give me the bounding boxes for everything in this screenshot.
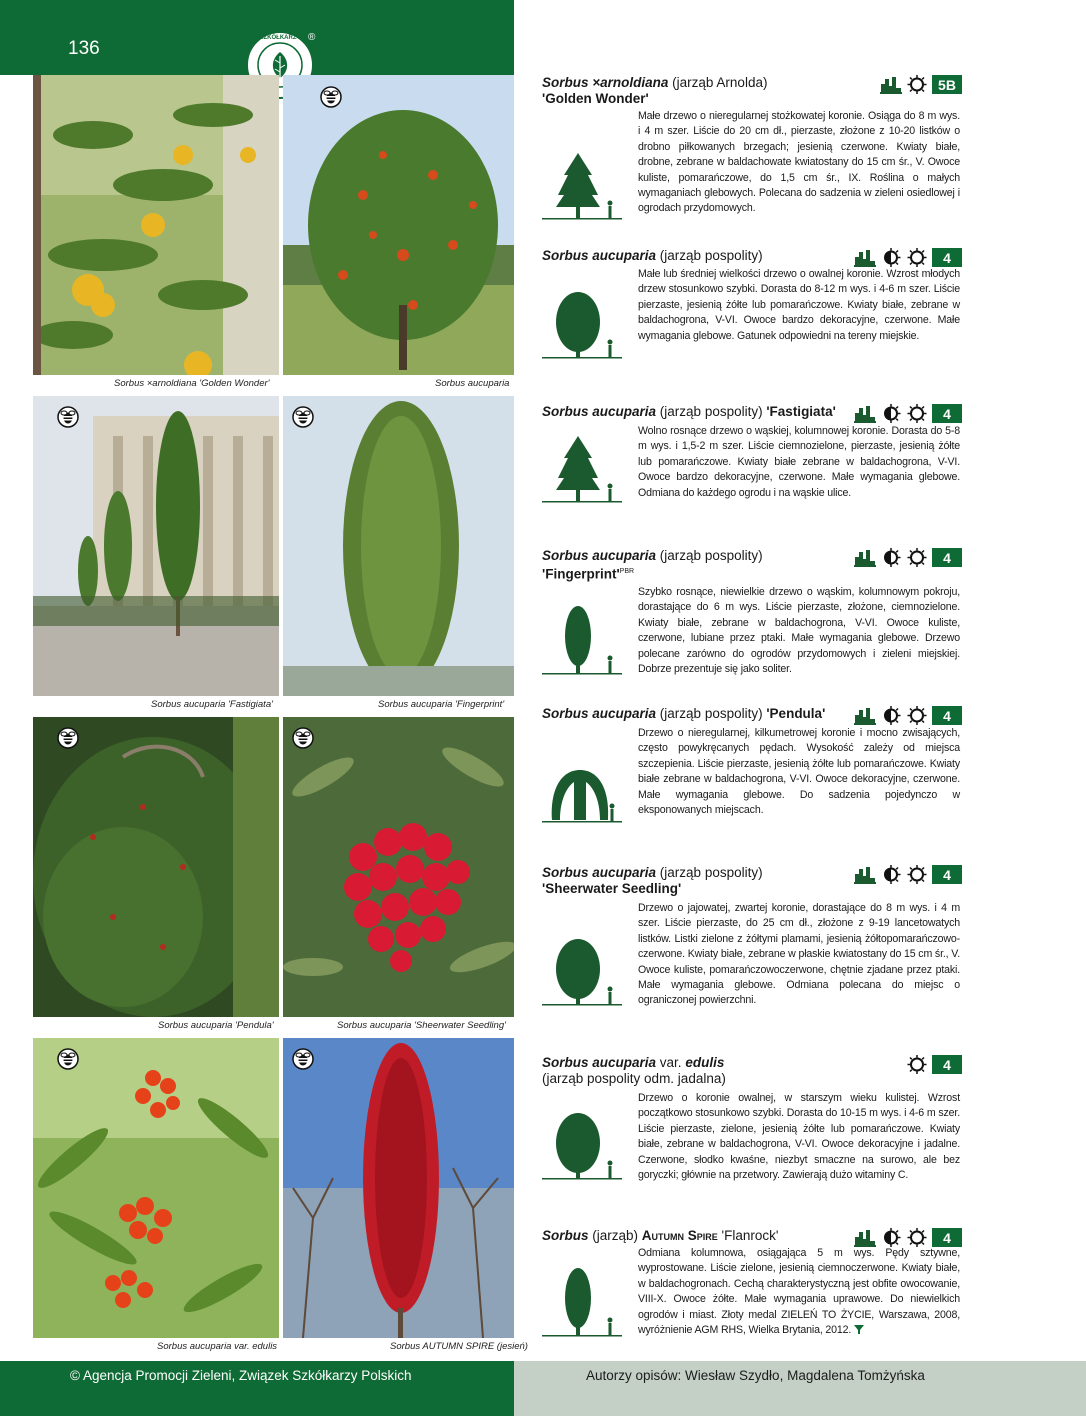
badge-group	[854, 548, 962, 567]
half-shade-icon	[880, 404, 902, 423]
city-icon	[854, 548, 876, 567]
caption-fingerprint: Sorbus aucuparia 'Fingerprint'	[378, 699, 505, 710]
badge-group	[854, 404, 962, 423]
half-shade-icon	[880, 1228, 902, 1247]
photo-autumn-spire	[283, 1038, 514, 1338]
species-name: Sorbus aucuparia	[542, 548, 657, 563]
sun-icon	[906, 1055, 928, 1074]
common-name: (jarząb pospolity)	[656, 548, 763, 563]
entry-fastigiata	[542, 404, 962, 514]
entry-description: Drzewo o nieregularnej, kilkumetrowej koronie i mocno zwisających, często powykręcanych pędach. Wysokość zależy od miejsca szczepienia. Liście pierzaste, jesienią żółte lub pomarańczowe. Kwiaty białe zebrane w baldachogrona, V-VI. Owoce dekoracyjne, czerwone. Małe wymagania glebowe. Do sadzenia pojedynczo w eksponowanych miejscach.	[638, 727, 960, 817]
entry-description	[638, 1246, 960, 1338]
entry-description-text: Odmiana kolumnowa, osiągająca 5 m wys. Pędy sztywne, wyprostowane. Liście zielone, jesienią ciemnoczerwone. Kwiaty białe, w baldachogronach. Cechą charakterystyczną jest obfite owocowanie, VIII-X. Owoce żółte. Małe wymagania uprawowe. Do niewielkich ogrodów i miast. Złoty medal ZIELEŃ TO ŻYCIE, Warszawa, 2008, wyróżnienie AGM RHS, Wielka Brytania, 2012.	[638, 1247, 960, 1337]
entry-edulis	[542, 1055, 962, 1195]
common-name: (jarząb pospolity)	[656, 248, 763, 263]
half-shade-icon	[880, 865, 902, 884]
photo-aucuparia	[283, 75, 514, 375]
hardiness-zone-badge: 4	[932, 404, 962, 423]
sun-icon	[906, 548, 928, 567]
entry-autumn-spire	[542, 1228, 962, 1358]
photo-pendula	[33, 717, 279, 1017]
species-name: Sorbus aucuparia	[542, 404, 657, 419]
city-icon	[854, 865, 876, 884]
photo-fingerprint	[283, 396, 514, 696]
variety-name: edulis	[685, 1055, 725, 1070]
badge-group	[854, 865, 962, 884]
entry-fingerprint	[542, 548, 962, 688]
common-name: (jarząb)	[588, 1228, 642, 1243]
common-name: (jarząb pospolity)	[656, 706, 767, 721]
tree-silhouette-icon	[542, 1262, 622, 1338]
species-name: Sorbus aucuparia	[542, 865, 657, 880]
badge-group	[854, 706, 962, 725]
footer-copyright: © Agencja Promocji Zieleni, Związek Szkółkarzy Polskich	[70, 1368, 412, 1383]
common-name: (jarząb pospolity)	[656, 404, 767, 419]
species-name: Sorbus aucuparia	[542, 706, 657, 721]
caption-sheerwater: Sorbus aucuparia 'Sheerwater Seedling'	[337, 1020, 506, 1031]
entry-description: Małe lub średniej wielkości drzewo o owalnej koronie. Wzrost młodych drzew stosunkowo szybki. Dorasta do 8-12 m wys. i 4-6 m szer. Liście pierzaste, jesienią żółte lub pomarańczowe. Kwiaty białe, zebrane w baldachogrona, V-VI. Owoce bardzo dekoracyjne, czerwone. Małe wymagania glebowe. Gatunek odpowiedni na tereny miejskie.	[638, 268, 960, 342]
entry-description: Drzewo o jajowatej, zwartej koronie, dorastające do 8 m wys. i 4 m szer. Liście pierzaste, do 25 cm dł., złożone z 9-19 lancetowatych listków. Listki zielone z żółtymi plamami, jesienią żółtopomarańczowo-czerwone. Kwiaty białe, zebrane w płaskie kwiatostany do 15 cm śr., V. Owoce kuliste, pomarańczowoczerwone, chętnie zjadane przez ptaki. Małe wymagania glebowe. Odmiana polecana do miejsc o ograniczonej powierzchni.	[638, 902, 960, 1007]
entry-title	[542, 1055, 962, 1087]
cultivar-name: 'Golden Wonder'	[542, 91, 649, 106]
city-icon	[880, 75, 902, 94]
entry-description: Drzewo o koronie owalnej, w starszym wieku kulistej. Wzrost początkowo stosunkowo szybki. Dorasta do 10-15 m wys. i 4-6 m szer. Liście pierzaste, zielone, jesienią żółte lub pomarańczowe. Kwiaty białe, zebrane w baldachogrona, V-VI. Owoce dekoracyjne i jadalne. Czerwone, słodko kwaśne, niezbyt smaczne na surowo, ale bez goryczki; głównie na przetwory. Zawierają dużo witaminy C.	[638, 1092, 960, 1182]
species-name: Sorbus aucuparia	[542, 1055, 657, 1070]
bee-icon-3	[57, 406, 79, 428]
footer-authors-bar	[514, 1361, 1086, 1416]
city-icon	[854, 404, 876, 423]
common-name: (jarząb Arnolda)	[668, 75, 768, 90]
page-number: 136	[68, 38, 100, 59]
pbr-mark: PBR	[619, 568, 635, 575]
hardiness-zone-badge: 4	[932, 706, 962, 725]
bee-icon-7	[57, 1048, 79, 1070]
entry-aucuparia	[542, 248, 962, 378]
half-shade-icon	[880, 706, 902, 725]
sun-icon	[906, 404, 928, 423]
sun-icon	[906, 75, 928, 94]
badge-group	[880, 75, 962, 94]
trade-name: Autumn Spire	[641, 1228, 718, 1243]
bee-icon-2	[320, 86, 342, 108]
common-name: var.	[656, 1055, 686, 1070]
common-name: (jarząb pospolity)	[656, 865, 763, 880]
city-icon	[854, 248, 876, 267]
species-name: Sorbus aucuparia	[542, 248, 657, 263]
caption-pendula: Sorbus aucuparia 'Pendula'	[158, 1020, 274, 1031]
cultivar-name: 'Flanrock'	[717, 1228, 779, 1243]
caption-autumn-spire: Sorbus AUTUMN SPIRE (jesień)	[390, 1341, 528, 1352]
registered-mark: ®	[308, 32, 316, 43]
city-icon	[854, 1228, 876, 1247]
cultivar-name: 'Sheerwater Seedling'	[542, 881, 682, 896]
bee-icon-8	[292, 1048, 314, 1070]
bee-icon-4	[292, 406, 314, 428]
bee-icon-5	[57, 727, 79, 749]
tree-silhouette-icon	[542, 931, 622, 1007]
photo-fastigiata	[33, 396, 279, 696]
svg-text:SZKÓŁKARZY: SZKÓŁKARZY	[259, 35, 301, 41]
entry-golden-wonder	[542, 75, 962, 225]
city-icon	[854, 706, 876, 725]
tree-silhouette-icon	[542, 145, 622, 221]
entry-sheerwater	[542, 865, 962, 1015]
badge-group	[854, 248, 962, 267]
cultivar-name: 'Fingerprint'	[542, 566, 620, 582]
caption-edulis: Sorbus aucuparia var. edulis	[157, 1341, 278, 1352]
common-name-line: (jarząb pospolity odm. jadalna)	[542, 1071, 726, 1086]
photo-sheerwater	[283, 717, 514, 1017]
hardiness-zone-badge: 4	[932, 548, 962, 567]
hardiness-zone-badge: 5B	[932, 75, 962, 94]
award-medal-icon	[854, 1325, 864, 1335]
sun-icon	[906, 706, 928, 725]
hardiness-zone-badge: 4	[932, 248, 962, 267]
entry-description: Szybko rosnące, niewielkie drzewo o wąskim, kolumnowym pokroju, dorastające do 6 m wys. Liście pierzaste, złożone, ciemnozielone. Kwiaty białe, zebrane w baldachogrona, V-VI. Owoce kuliste, czerwone, lubiane przez ptaki. Małe wymagania glebowe. Drzewo polecane zarówno do ogrodów przydomowych i zieleni miejskiej. Dobrze prezentuje się jako soliter.	[638, 586, 960, 676]
half-shade-icon	[880, 248, 902, 267]
tree-silhouette-icon	[542, 284, 622, 360]
cultivar-name: 'Pendula'	[766, 706, 826, 721]
species-name: Sorbus	[542, 1228, 589, 1243]
tree-silhouette-icon	[542, 600, 622, 676]
entry-description: Małe drzewo o nieregularnej stożkowatej koronie. Osiąga do 8 m wys. i 4 m szer. Liście do 20 cm dł., pierzaste, złożone z 10-20 listków o drobno piłkowanych brzegach; jesienią czerwone. Kwiaty białe, drobne, zebrane w baldachowate kwiatostany do 15 cm śr., V. Owoce kuliste, pomarańczowe, do 1,5 cm śr., IX. Roślina o małych wymaganiach glebowych. Polecana do sadzenia w zieleni osiedlowej i ogrodach przydomowych.	[638, 110, 960, 215]
bee-icon-6	[292, 727, 314, 749]
hardiness-zone-badge: 4	[932, 865, 962, 884]
photo-golden-wonder	[33, 75, 279, 375]
tree-silhouette-icon	[542, 1105, 622, 1181]
hardiness-zone-badge: 4	[932, 1055, 962, 1074]
caption-aucuparia: Sorbus aucuparia	[435, 378, 510, 389]
caption-fastigiata: Sorbus aucuparia 'Fastigiata'	[151, 699, 273, 710]
hardiness-zone-badge: 4	[932, 1228, 962, 1247]
tree-silhouette-icon	[542, 428, 622, 504]
sun-icon	[906, 865, 928, 884]
caption-golden-wonder: Sorbus ×arnoldiana 'Golden Wonder'	[114, 378, 270, 389]
footer-authors: Autorzy opisów: Wiesław Szydło, Magdalena Tomżyńska	[586, 1368, 925, 1383]
entry-description: Wolno rosnące drzewo o wąskiej, kolumnowej koronie. Dorasta do 5-8 m wys. i 1,5-2 m szer. Liście ciemnozielone, pierzaste, jesienią żółte lub pomarańczowe. Kwiaty białe zebrane w baldachogrona, V-VI. Owoce bardzo dekoracyjne, czerwone. Małe wymagania glebowe. Odmiana do każdego ogrodu i na wąskie ulice.	[638, 425, 960, 499]
entry-pendula	[542, 706, 962, 836]
photo-edulis	[33, 1038, 279, 1338]
half-shade-icon	[880, 548, 902, 567]
tree-silhouette-icon	[542, 748, 622, 824]
sun-icon	[906, 1228, 928, 1247]
cultivar-name: 'Fastigiata'	[766, 404, 836, 419]
footer-copyright-bar	[0, 1361, 514, 1416]
sun-icon	[906, 248, 928, 267]
badge-group	[906, 1055, 962, 1074]
species-name: Sorbus ×arnoldiana	[542, 75, 669, 90]
badge-group	[854, 1228, 962, 1247]
